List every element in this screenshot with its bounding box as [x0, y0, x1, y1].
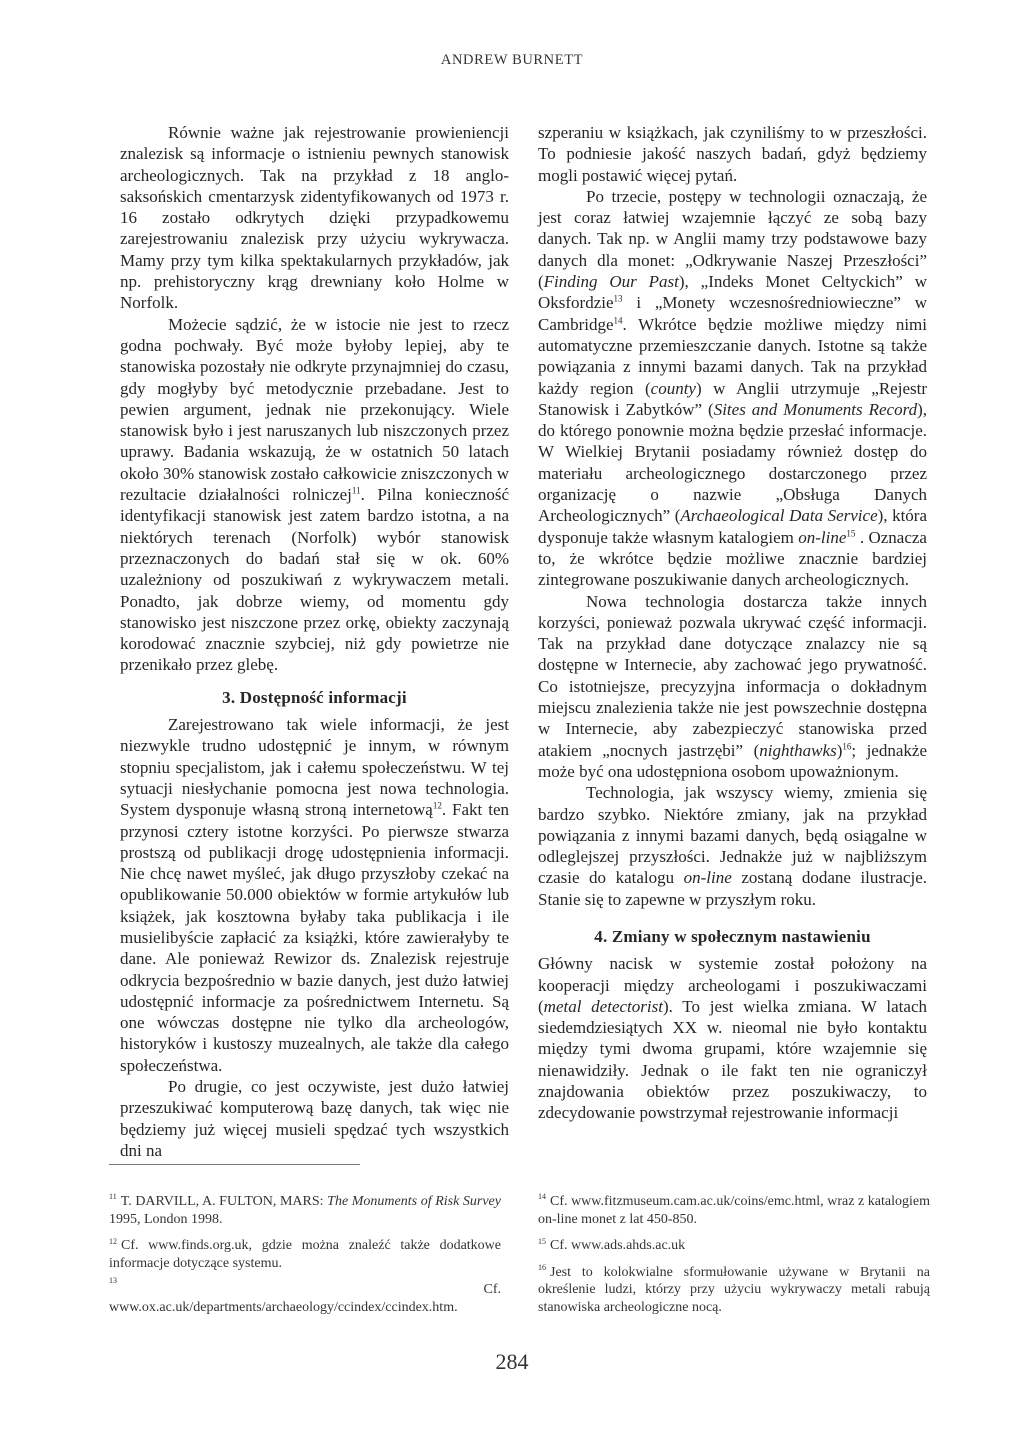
- italic-text: nighthawks: [759, 740, 837, 760]
- footnotes-right: [538, 1193, 930, 1326]
- text-run: i „Monety wczesnośredniowieczne” w Cambridge: [538, 293, 927, 334]
- footnote: [538, 1237, 930, 1255]
- page-number: 284: [495, 1349, 529, 1374]
- paragraph: [120, 314, 509, 676]
- italic-text: Archaeological Data Service: [680, 506, 878, 526]
- text-run: Możecie sądzić, że w istocie nie jest to rzecz godna pochwały. Być może byłoby lepiej, aby te stanowiska pozostały nie odkryte przynajmniej do czasu, gdy mogłyby być metodycznie przebadane. Jest to pewien argument, jednak nie przekonujący. Wiele stanowisk było i jest naruszanych lub niszczonych przez uprawy. Badania wskazują, że w ostatnich 50 latach około 30% stanowisk zostało całkowicie zniszczonych w rezultacie działalności rolniczej: [120, 314, 510, 505]
- footnote-divider: [109, 1164, 360, 1165]
- text-run: ). To jest wielka zmiana. W latach siedemdziesiątych XX w. nieomal nie było kontaktu między tymi dwoma grupami, które wzajemnie się nienawidziły. Jednak o ile fakt ten nie ograniczył znajdowania obiektów przez poszukiwaczy, to zdecydowanie powstrzymał rejestrowanie informacji: [538, 996, 927, 1123]
- footnote: [538, 1193, 930, 1228]
- text-run: ) w Anglii utrzymuje „Rejestr Stanowisk i Zabytków” (: [538, 378, 927, 419]
- text-run: ), „Indeks Monet Celtyckich” w Oksfordzie: [538, 272, 927, 313]
- footnote-text: Cf. www.finds.org.uk, gdzie można znaleźć także dodatkowe informacje dotyczące systemu.: [109, 1238, 501, 1271]
- footnote-ref[interactable]: 11: [351, 485, 361, 496]
- footnote-number: 15: [538, 1236, 546, 1246]
- text-run: ): [836, 740, 843, 760]
- footnote-url[interactable]: www.ox.ac.uk/departments/archaeology/ccindex/ccindex.htm.: [109, 1299, 458, 1315]
- paragraph: szperaniu w książkach, jak czyniliśmy to w przeszłości. To podniesie jakość naszych badań, gdyż będziemy mogli postawić więcej pytań.: [538, 123, 927, 185]
- footnote-number: 12: [109, 1236, 117, 1246]
- italic-text: Sites and Monuments Record: [713, 399, 918, 419]
- text-run: ), do którego ponownie można będzie przesłać informacje. W Wielkiej Brytanii posiadamy również dostęp do materiału archeologicznego dostarczonego przez organizację o nazwie „Obsługa Danych Archeologicznych” (: [538, 399, 928, 526]
- text-run: . Pilna konieczność identyfikacji stanowisk jest zatem bardzo istotna, a na niektórych terenach (Norfolk) wybór stanowisk przeznaczonych do badań stał się w ok. 60% uzależniony od poszukiwań z wykrywaczem metali. Ponadto, jak dobrze wiemy, od momentu gdy stanowisko jest niszczone przez orkę, obiekty zaczynają korodować znacznie szybciej, niż gdy powietrze nie przenikało przez glebę.: [120, 485, 510, 675]
- footnote: [109, 1237, 501, 1272]
- footnote-line: [109, 1276, 501, 1299]
- paragraph: [120, 714, 509, 1076]
- footnotes-left: [109, 1193, 501, 1326]
- footnote-ref[interactable]: 12: [432, 800, 442, 811]
- paragraph: [538, 782, 927, 910]
- text-run: Nowa technologia dostarcza także innych korzyści, ponieważ pozwala ukrywać część informacji. Tak na przykład dane dotyczące znalazcy nie są dostępne w Internecie, aby zachować jego prywatność. Co istotniejsze, precyzyjna informacja o dokładnym miejscu znalezienia także nie jest powszechnie dostępna w Internecie, aby zabezpieczyć stanowiska przed atakiem „nocnych jastrzębi” (: [538, 591, 927, 760]
- footnote: [538, 1264, 930, 1317]
- footnote-cf: Cf.: [483, 1282, 501, 1298]
- footnote-text: Jest to kolokwialne sformułowanie używane w Brytanii na określenie ludzi, którzy przy użyciu wykrywaczy metali rabują stanowiska archeologiczne nocą.: [538, 1264, 930, 1315]
- footnote: [109, 1276, 501, 1316]
- text-run: zostaną dodane ilustracje. Stanie się to zapewne w przyszłym roku.: [538, 868, 927, 909]
- italic-text: on-line: [683, 868, 732, 888]
- footnote: [109, 1193, 501, 1228]
- section-heading: 3. Dostępność informacji: [222, 687, 407, 707]
- footnote-italic: The Monuments of Risk Survey: [327, 1194, 501, 1209]
- footnote-number: 11: [109, 1192, 117, 1202]
- section-heading: 4. Zmiany w społecznym nastawieniu: [594, 926, 871, 946]
- footnote-text: 1995, London 1998.: [109, 1211, 223, 1227]
- footnote-text: Cf. www.ads.ahds.ac.uk: [550, 1238, 686, 1254]
- footnote-text: T. DARVILL, A. FULTON, MARS:: [120, 1194, 328, 1209]
- footnote-number: 13: [109, 1276, 117, 1286]
- footnote-ref[interactable]: 13: [613, 293, 623, 304]
- paragraph: Równie ważne jak rejestrowanie prowieniencji znalezisk są informacje o istnieniu pewnych stanowisk archeologicznych. Tak na przykład z 18 anglo-saksońskich cmentarzysk zidentyfikowanych od 1973 r. 16 zostało odkrytych dzięki przypadkowemu zarejestrowaniu znalezisk przy użyciu wykrywacza. Mamy przy tym kilka spektakularnych przykładów, jak np. prehistoryczny krąg drewniany koło Holme w Norfolk.: [120, 123, 509, 313]
- running-header: ANDREW BURNETT: [440, 52, 584, 68]
- text-run: . Oznacza to, że wkrótce będzie możliwe znacznie bardziej zintegrowane poszukiwanie danych archeologicznych.: [538, 527, 927, 590]
- text-run: Główny nacisk w systemie został położony na kooperacji między archeologami i poszukiwaczami (: [538, 954, 927, 1016]
- text-run: ), która dysponuje także własnym katalogiem: [538, 506, 927, 547]
- footnote-ref[interactable]: 15: [846, 527, 856, 538]
- text-run: . Fakt ten przynosi cztery istotne korzyści. Po pierwsze stwarza prostszą od publikacji drogę udostępnienia informacji. Nie chcę nawet myśleć, jak długo przyszłoby czekać na opublikowanie 50.000 obiektów w formie artykułów lub książek, jak kosztowna byłaby taka publikacja i ile musielibyście zapłacić za książki, które zawierałyby te dane. Ale ponieważ Rewizor ds. Znalezisk rejestruje odkrycia bezpośrednio w bazie danych, jest dużo łatwiej udostępnić informacje za pośrednictwem Internetu. Są one wówczas dostępne nie tylko dla archeologów, historyków i kustoszy muzealnych, ale także dla całego społeczeństwa.: [120, 800, 509, 1075]
- footnote-ref[interactable]: 14: [613, 315, 623, 326]
- footnote-text: Cf. www.fitzmuseum.cam.ac.uk/coins/emc.html, wraz z katalogiem on-line monet z lat 450-850.: [538, 1194, 930, 1227]
- paragraph: [538, 591, 927, 783]
- italic-text: metal detectorist: [543, 996, 663, 1016]
- paragraph: Po drugie, co jest oczywiste, jest dużo łatwiej przeszukiwać komputerową bazę danych, tak więc nie będziemy już więcej musieli spędzać tych wszystkich dni na: [120, 1077, 509, 1160]
- paragraph: [538, 953, 927, 1123]
- italic-text: on-line: [798, 527, 847, 547]
- italic-text: Finding Our Past: [543, 272, 679, 292]
- italic-text: county: [650, 378, 696, 398]
- text-run: . Wkrótce będzie możliwe między nimi automatyczne przemieszczanie danych. Istotne są także powiązania z innymi bazami danych. Tak na przykład każdy region (: [538, 314, 927, 398]
- footnote-ref[interactable]: 16: [842, 740, 852, 751]
- text-run: Technologia, jak wszyscy wiemy, zmienia się bardzo szybko. Niektóre zmiany, jak na przykład powiązania z innymi bazami danych, będą osiągalne w odleglejszej przyszłości. Jednakże już w najbliższym czasie do katalogu: [538, 783, 927, 888]
- right-column: [538, 122, 927, 1124]
- text-run: ; jednakże może być ona udostępniona osobom upoważnionym.: [538, 740, 927, 781]
- footnote-number: 14: [538, 1192, 546, 1202]
- paragraph: [538, 186, 927, 591]
- text-run: Po trzecie, postępy w technologii oznaczają, że jest coraz łatwiej wzajemnie łączyć ze sobą bazy danych. Tak np. w Anglii mamy trzy podstawowe bazy danych dla monet: „Odkrywanie Naszej Przeszłości” (: [538, 186, 927, 292]
- left-column: [120, 122, 509, 1161]
- footnote-number: 16: [538, 1263, 546, 1273]
- text-run: Zarejestrowano tak wiele informacji, że jest niezwykle trudno udostępnić je innym, w równym stopniu specjalistom, jak i całemu społeczeństwu. W tej sytuacji niesłychanie pomocna jest nowa technologia. System dysponuje własną stroną internetową: [120, 715, 509, 820]
